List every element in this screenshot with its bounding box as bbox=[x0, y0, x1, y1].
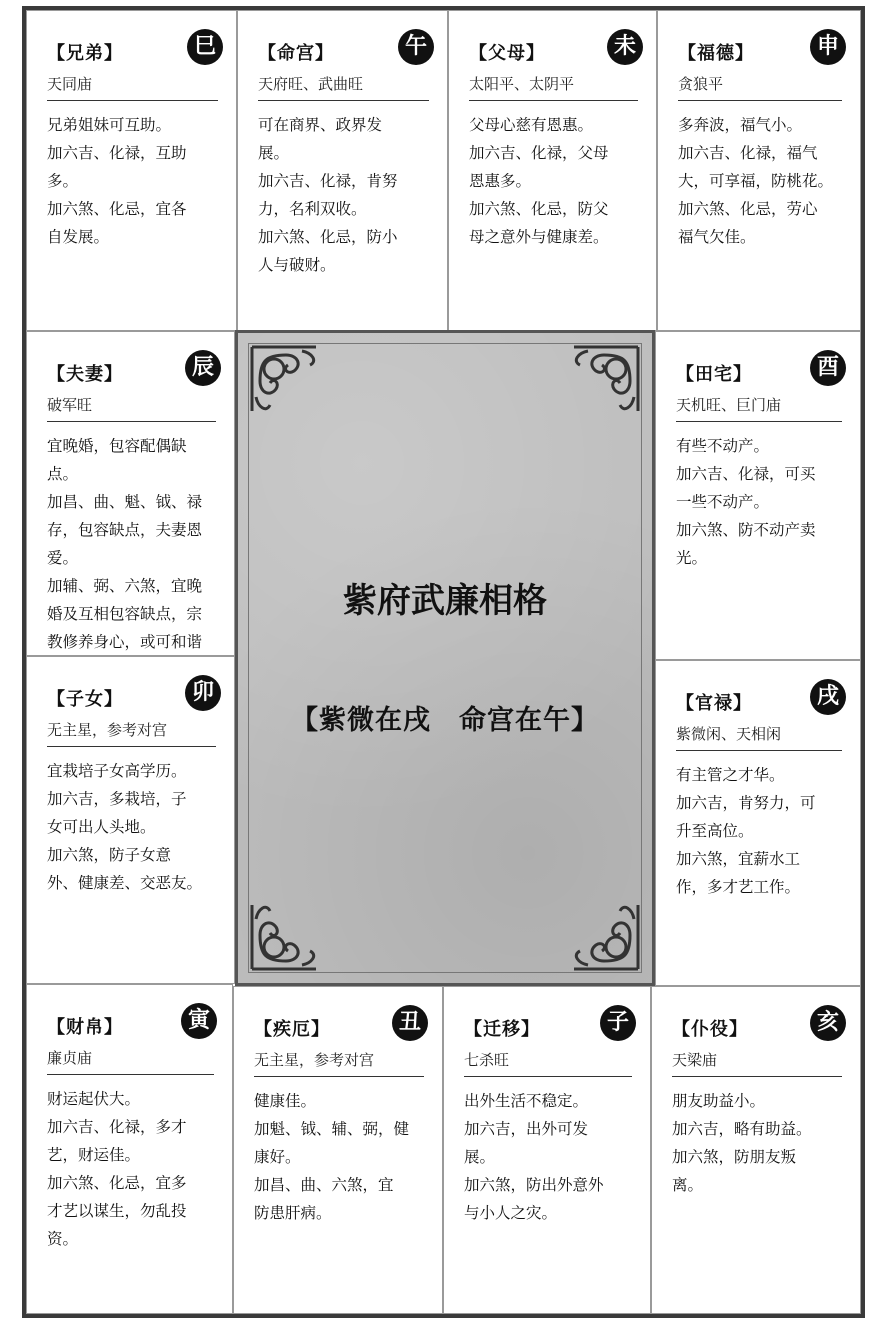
description-line: 展。 bbox=[258, 144, 290, 162]
palace-description bbox=[47, 757, 202, 897]
description-line: 加六煞，防出外意外 bbox=[464, 1176, 604, 1194]
description-line: 加六煞、防不动产卖 bbox=[676, 521, 816, 539]
palace-stars: 天府旺、武曲旺 bbox=[258, 73, 429, 101]
branch-badge: 申 bbox=[810, 29, 846, 65]
branch-badge: 酉 bbox=[810, 350, 846, 386]
description-line: 多奔波，福气小。 bbox=[678, 116, 803, 134]
description-line: 加六吉，略有助益。 bbox=[672, 1120, 812, 1138]
description-line: 加魁、钺、辅、弼，健 bbox=[254, 1120, 410, 1138]
branch-badge: 巳 bbox=[187, 29, 223, 65]
branch-badge: 戌 bbox=[810, 679, 846, 715]
description-line: 外、健康差、交恶友。 bbox=[47, 874, 203, 892]
ornament-bottom-left-icon bbox=[246, 885, 336, 975]
palace-name: 【仆役】 bbox=[672, 1019, 748, 1040]
description-line: 加六吉，出外可发 bbox=[464, 1120, 589, 1138]
description-line: 加六煞、化忌，防父 bbox=[469, 200, 609, 218]
palace-fuqi bbox=[26, 331, 235, 656]
description-line: 存，包容缺点，夫妻恩 bbox=[47, 521, 203, 539]
branch-badge: 辰 bbox=[185, 350, 221, 386]
description-line: 艺，财运佳。 bbox=[47, 1146, 141, 1164]
description-line: 人与破财。 bbox=[258, 256, 336, 274]
description-line: 防患肝病。 bbox=[254, 1204, 332, 1222]
branch-badge: 亥 bbox=[810, 1005, 846, 1041]
branch-badge: 子 bbox=[600, 1005, 636, 1041]
palace-stars: 廉贞庙 bbox=[47, 1047, 214, 1075]
description-line: 财运起伏大。 bbox=[47, 1090, 141, 1108]
palace-tianzhai bbox=[655, 331, 861, 660]
description-line: 加六煞、化忌，防小 bbox=[258, 228, 398, 246]
palace-name: 【父母】 bbox=[469, 43, 545, 64]
description-line: 点。 bbox=[47, 465, 79, 483]
description-line: 出外生活不稳定。 bbox=[464, 1092, 589, 1110]
description-line: 朋友助益小。 bbox=[672, 1092, 766, 1110]
palace-description bbox=[47, 111, 187, 251]
palace-stars: 无主星，参考对宫 bbox=[254, 1049, 424, 1077]
description-line: 福气欠佳。 bbox=[678, 228, 756, 246]
ornament-top-left-icon bbox=[246, 341, 336, 431]
palace-name: 【福德】 bbox=[678, 43, 754, 64]
description-line: 宜栽培子女高学历。 bbox=[47, 762, 187, 780]
description-line: 加六吉、化禄，父母 bbox=[469, 144, 609, 162]
description-line: 教修养身心，或可和谐 bbox=[47, 633, 203, 651]
description-line: 恩惠多。 bbox=[469, 172, 532, 190]
palace-fumu bbox=[448, 10, 657, 331]
description-line: 加六吉、化禄，互助 bbox=[47, 144, 187, 162]
palace-guanlu bbox=[655, 660, 861, 986]
description-line: 可在商界、政界发 bbox=[258, 116, 383, 134]
palace-description bbox=[47, 1085, 187, 1253]
palace-name: 【兄弟】 bbox=[47, 43, 123, 64]
description-line: 父母心慈有恩惠。 bbox=[469, 116, 594, 134]
description-line: 健康佳。 bbox=[254, 1092, 317, 1110]
palace-stars: 太阳平、太阴平 bbox=[469, 73, 638, 101]
description-line: 加昌、曲、魁、钺、禄 bbox=[47, 493, 203, 511]
palace-fude bbox=[657, 10, 861, 331]
description-line: 加六煞、化忌，宜多 bbox=[47, 1174, 187, 1192]
palace-description bbox=[254, 1087, 409, 1227]
palace-description bbox=[464, 1087, 604, 1227]
palace-description bbox=[676, 761, 816, 901]
palace-name: 【命宫】 bbox=[258, 43, 334, 64]
branch-badge: 未 bbox=[607, 29, 643, 65]
description-line: 一些不动产。 bbox=[676, 493, 770, 511]
palace-minggong bbox=[237, 10, 448, 331]
description-line: 加六煞、化忌，宜各 bbox=[47, 200, 187, 218]
palace-stars: 天机旺、巨门庙 bbox=[676, 394, 842, 422]
description-line: 展。 bbox=[464, 1148, 496, 1166]
description-line: 加六煞，宜薪水工 bbox=[676, 850, 801, 868]
description-line: 有些不动产。 bbox=[676, 437, 770, 455]
palace-stars: 破军旺 bbox=[47, 394, 216, 422]
center-panel bbox=[235, 330, 655, 986]
description-line: 兄弟姐妹可互助。 bbox=[47, 116, 172, 134]
center-inner-border bbox=[248, 343, 642, 973]
description-line: 多。 bbox=[47, 172, 79, 190]
palace-description bbox=[676, 432, 816, 572]
description-line: 母之意外与健康差。 bbox=[469, 228, 609, 246]
palace-stars: 紫微闲、天相闲 bbox=[676, 723, 842, 751]
description-line: 加昌、曲、六煞，宜 bbox=[254, 1176, 394, 1194]
palace-name: 【疾厄】 bbox=[254, 1019, 330, 1040]
description-line: 加六吉，多栽培，子 bbox=[47, 790, 187, 808]
palace-qianyi bbox=[443, 986, 651, 1314]
description-line: 加六煞、化忌，劳心 bbox=[678, 200, 818, 218]
description-line: 加六吉，肯努力，可 bbox=[676, 794, 816, 812]
palace-name: 【财帛】 bbox=[47, 1017, 123, 1038]
description-line: 自发展。 bbox=[47, 228, 110, 246]
palace-stars: 天梁庙 bbox=[672, 1049, 842, 1077]
description-line: 作，多才艺工作。 bbox=[676, 878, 801, 896]
palace-puyi bbox=[651, 986, 861, 1314]
description-line: 加六煞，防朋友叛 bbox=[672, 1148, 797, 1166]
palace-stars: 七杀旺 bbox=[464, 1049, 632, 1077]
palace-name: 【夫妻】 bbox=[47, 364, 123, 385]
description-line: 婚及互相包容缺点，宗 bbox=[47, 605, 203, 623]
palace-name: 【子女】 bbox=[47, 689, 123, 710]
palace-description bbox=[678, 111, 833, 251]
description-line: 有主管之才华。 bbox=[676, 766, 785, 784]
description-line: 加六吉、化禄，肯努 bbox=[258, 172, 398, 190]
description-line: 与小人之灾。 bbox=[464, 1204, 558, 1222]
chart-title: 紫府武廉相格 bbox=[343, 581, 547, 621]
branch-badge: 寅 bbox=[181, 1003, 217, 1039]
palace-jie bbox=[233, 986, 443, 1314]
description-line: 加辅、弼、六煞，宜晚 bbox=[47, 577, 203, 595]
branch-badge: 午 bbox=[398, 29, 434, 65]
description-line: 加六吉、化禄，福气 bbox=[678, 144, 818, 162]
palace-description bbox=[469, 111, 609, 251]
branch-badge: 丑 bbox=[392, 1005, 428, 1041]
description-line: 加六煞，防子女意 bbox=[47, 846, 172, 864]
palace-zinv bbox=[26, 656, 235, 984]
description-line: 女可出人头地。 bbox=[47, 818, 156, 836]
description-line: 离。 bbox=[672, 1176, 704, 1194]
palace-stars: 天同庙 bbox=[47, 73, 218, 101]
palace-stars: 无主星，参考对宫 bbox=[47, 719, 216, 747]
palace-stars: 贪狼平 bbox=[678, 73, 842, 101]
chart-subtitle: 【紫微在戌 命宫在午】 bbox=[291, 705, 599, 736]
palace-name: 【迁移】 bbox=[464, 1019, 540, 1040]
description-line: 升至高位。 bbox=[676, 822, 754, 840]
palace-xiongdi bbox=[26, 10, 237, 331]
description-line: 加六吉、化禄，多才 bbox=[47, 1118, 187, 1136]
ornament-top-right-icon bbox=[554, 341, 644, 431]
palace-name: 【田宅】 bbox=[676, 364, 752, 385]
description-line: 加六吉、化禄，可买 bbox=[676, 465, 816, 483]
description-line: 力，名利双收。 bbox=[258, 200, 367, 218]
palace-caibo bbox=[26, 984, 233, 1314]
description-line: 爱。 bbox=[47, 549, 79, 567]
ornament-bottom-right-icon bbox=[554, 885, 644, 975]
description-line: 康好。 bbox=[254, 1148, 301, 1166]
palace-description bbox=[258, 111, 398, 279]
description-line: 大，可享福，防桃花。 bbox=[678, 172, 834, 190]
description-line: 才艺以谋生，勿乱投 bbox=[47, 1202, 187, 1220]
palace-description bbox=[672, 1087, 812, 1199]
branch-badge: 卯 bbox=[185, 675, 221, 711]
palace-name: 【官禄】 bbox=[676, 693, 752, 714]
description-line: 宜晚婚，包容配偶缺 bbox=[47, 437, 187, 455]
description-line: 资。 bbox=[47, 1230, 79, 1248]
palace-description bbox=[47, 432, 202, 684]
description-line: 光。 bbox=[676, 549, 708, 567]
